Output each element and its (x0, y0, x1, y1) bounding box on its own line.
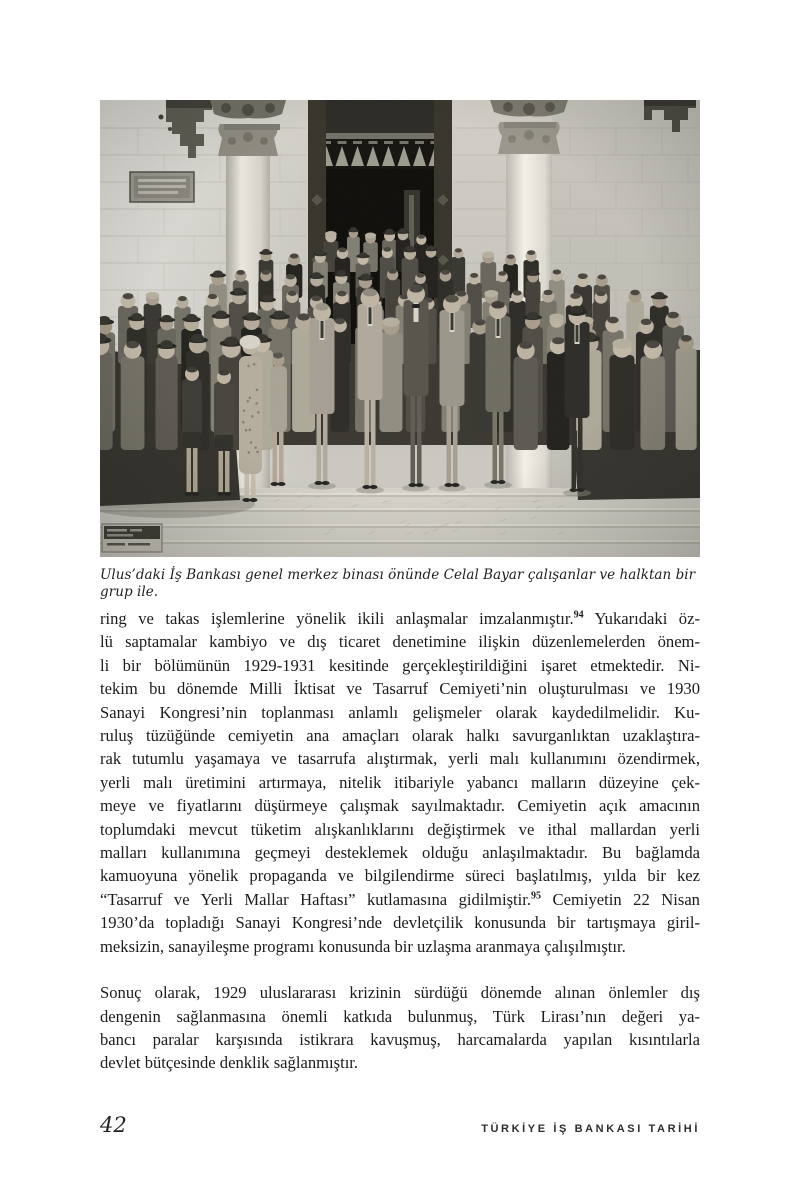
text-line: meksizin, sanayileşme programı konusunda bir uzlaşma aranmaya çalışılmıştır. (100, 936, 626, 956)
text-line: ruluş tüzüğünde cemiyetin ana amaçları olarak halkı savurganlıktan uzaklaştıra- (100, 726, 700, 746)
text-line: devlet bütçesinde denklik sağlanmıştır. (100, 1053, 359, 1073)
text-line: li bir bölümünün 1929-1931 kesitinde gerçekleştirildiğini işaret etmektedir. Ni- (100, 655, 700, 675)
text-line: malları kullanımına geçmeyi desteklemek olduğu anlaşılmaktadır. Bu bağlamda (100, 843, 700, 863)
photo-illustration (100, 100, 700, 557)
text-line: “Tasarruf ve Yerli Mallar Haftası” kutlamasına gidilmiştir.$^{95}$ Cemiyetin 22 Nisan (100, 889, 700, 909)
text-line: ring ve takas işlemlerine yönelik ikili anlaşmalar imzalanmıştır.$^{94}$ Yukarıdaki öz- (100, 609, 700, 628)
footnote-ref: 94 (573, 609, 584, 621)
text-line: kamuoyuna yönelik propaganda ve bilgilendirme süreci başlatılmış, yılda bir kez (100, 866, 700, 886)
running-title: TÜRKİYE İŞ BANKASI TARİHİ (481, 1123, 700, 1135)
text-line: rak tutumlu yaşamaya ve tasarrufa alıştırmak, yerli malı kullanımını özendirmek, (100, 749, 700, 769)
text-line: 1930’da topladığı Sanayi Kongresi’nde devletçilik konusunda bir tartışmaya giril- (100, 913, 700, 933)
text-line: tekim bu dönemde Milli İktisat ve Tasarruf Cemiyeti’nin oluşturulması ve 1930 (100, 679, 700, 699)
text-line: bancı paralar karşısında istikrara kavuşmuş, harcamalarda yapılan kısıntılarla (100, 1029, 700, 1049)
text-line: dengenin sağlanmasına önemli katkıda bulunmuş, Türk Lirası’nın değeri ya- (100, 1006, 700, 1026)
text-line: Sanayi Kongresi’nin toplanması anlamlı gelişmeler olarak kaydedilmelidir. Ku- (100, 702, 700, 722)
page-number: 42 (100, 1113, 127, 1137)
text-line: yerli malı üretimini artırmaya, nitelik itibariyle yabancı malların düzeyine çek- (100, 772, 700, 792)
footnote-ref: 95 (531, 890, 542, 902)
paragraph (100, 981, 700, 1075)
historic-photo (100, 100, 700, 557)
photo-grain (100, 100, 700, 557)
page-footer (100, 1113, 700, 1149)
text-line: toplumdaki mevcut tüketim alışkanlıklarını değiştirmek ve ithal mallardan yerli (100, 819, 700, 839)
text-line: Sonuç olarak, 1929 uluslararası krizinin sürdüğü dönemde alınan önlemler dış (100, 983, 700, 1003)
paragraph (100, 607, 700, 958)
body-text (100, 607, 700, 1075)
text-line: lü saptamalar kambiyo ve dış ticaret denetimine ilişkin düzenlemelerden önem- (100, 632, 700, 652)
photo-figure (100, 100, 700, 601)
photo-caption: Ulus’daki İş Bankası genel merkez binası önünde Celal Bayar çalışanlar ve halktan bir grup ile. (100, 567, 696, 600)
text-line: meye ve fiyatlarını düşürmeye çalışmak sayılmaktadır. Cemiyetin açık amacının (100, 796, 700, 816)
